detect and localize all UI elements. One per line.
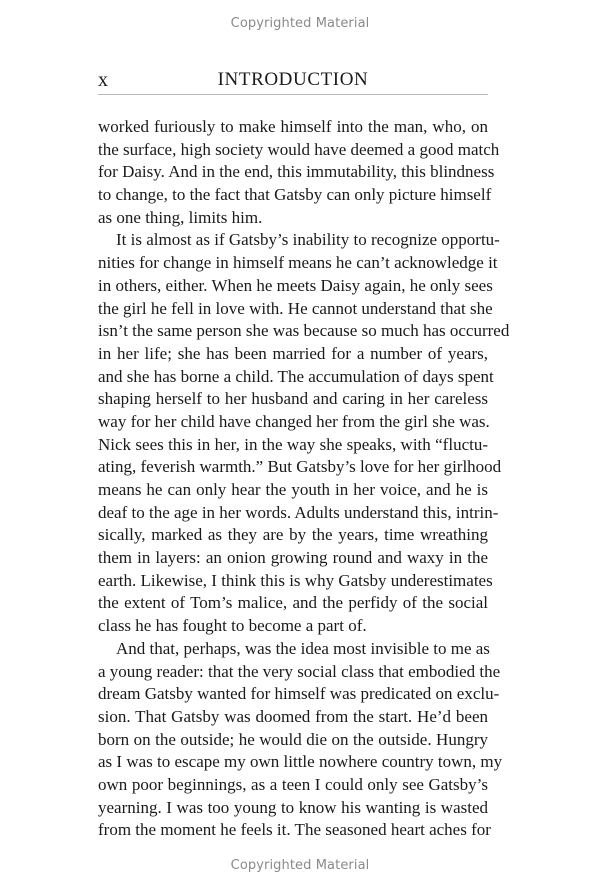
paragraph (98, 229, 510, 637)
body-text (98, 116, 510, 842)
text-line: for Daisy. And in the end, this immutability, this blindness (98, 162, 495, 182)
text-line: to change, to the fact that Gatsby can only picture himself (98, 185, 492, 205)
text-line: them in layers: an onion growing round and waxy in the (98, 548, 488, 568)
copyright-watermark-top: Copyrighted Material (230, 16, 370, 31)
text-line: sically, marked as they are by the years, time wreathing (98, 525, 488, 545)
text-line: It is almost as if Gatsby’s inability to recognize opportu- (116, 230, 500, 250)
text-line: dream Gatsby wanted for himself was predicated on exclu- (98, 684, 500, 704)
text-line: as I was to escape my own little nowhere country town, my (98, 752, 503, 772)
paragraph (98, 116, 500, 229)
text-line: means he can only hear the youth in her voice, and he is (98, 480, 488, 499)
text-line: born on the outside; he would die on the outside. Hungry (98, 729, 488, 749)
running-head (98, 68, 488, 95)
text-line: way for her child have changed her from the girl she was. (98, 411, 490, 431)
text-line: Nick sees this in her, in the way she speaks, with “fluctu- (98, 434, 488, 454)
page-number: x (98, 69, 108, 91)
copyright-watermark-bottom: Copyrighted Material (230, 858, 370, 873)
text-line: yearning. I was too young to know his wanting is wasted (98, 797, 488, 817)
text-line: isn’t the same person she was because so much has occurred (98, 321, 510, 341)
text-line: in others, either. When he meets Daisy again, he only sees (98, 275, 493, 295)
text-line: the surface, high society would have deemed a good match (98, 139, 500, 159)
text-line: as one thing, limits him. (98, 207, 263, 227)
text-line: in her life; she has been married for a number of years, (98, 343, 488, 363)
text-line: from the moment he feels it. The seasoned heart aches for (98, 820, 491, 840)
text-line: sion. That Gatsby was doomed from the start. He’d been (98, 706, 488, 726)
text-line: the girl he fell in love with. He cannot understand that she (98, 298, 493, 318)
text-line: worked furiously to make himself into the man, who, on (98, 117, 488, 136)
text-line: and she has borne a child. The accumulation of days spent (98, 366, 494, 386)
text-line: nities for change in himself means he can’t acknowledge it (98, 253, 498, 273)
text-line: deaf to the age in her words. Adults understand this, intrin- (98, 502, 499, 522)
text-line: earth. Likewise, I think this is why Gatsby underestimates (98, 570, 493, 590)
text-line: And that, perhaps, was the idea most invisible to me as (116, 638, 490, 658)
paragraph (98, 638, 503, 842)
text-line: shaping herself to her husband and caring in her careless (98, 389, 488, 409)
text-line: own poor beginnings, as a teen I could only see Gatsby’s (98, 774, 488, 794)
text-line: the extent of Tom’s malice, and the perfidy of the social (98, 593, 488, 613)
text-line: ating, feverish warmth.” But Gatsby’s love for her girlhood (98, 457, 502, 477)
text-line: a young reader: that the very social class that embodied the (98, 661, 501, 681)
section-title: INTRODUCTION (217, 69, 369, 90)
text-line: class he has fought to become a part of. (98, 616, 367, 636)
